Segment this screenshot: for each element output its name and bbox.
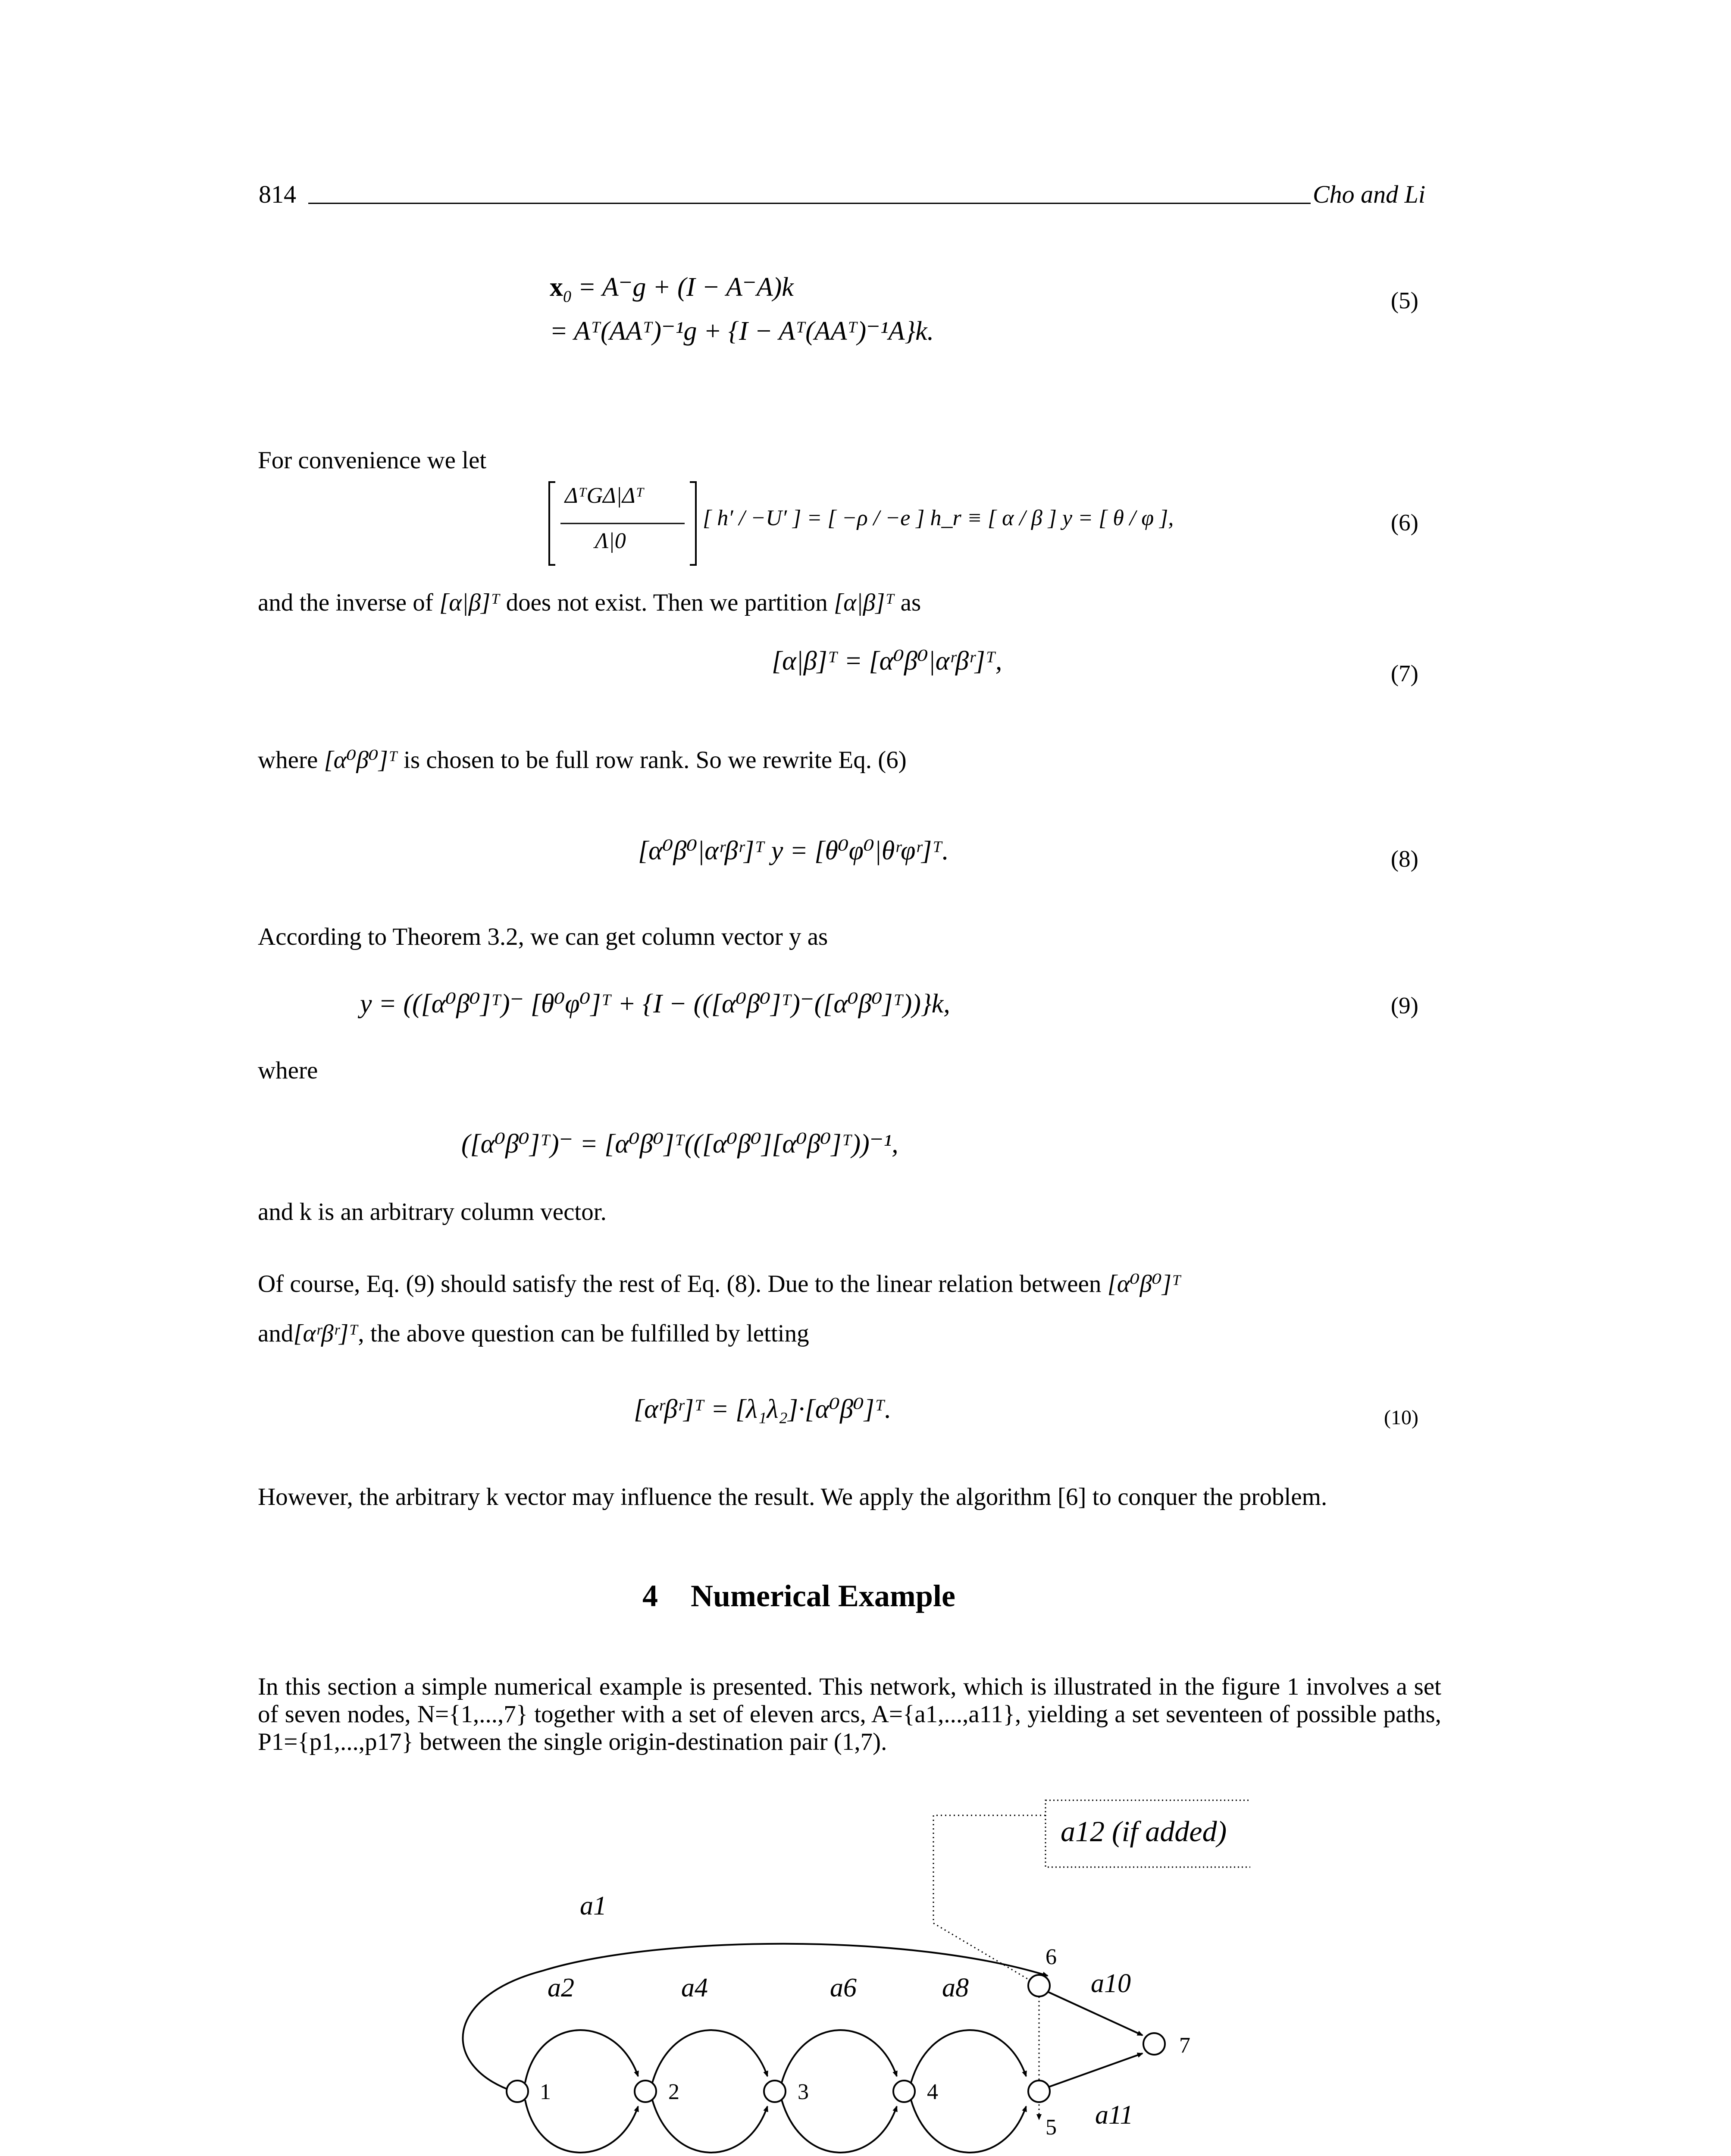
text-inverse-after: does not exist. Then we partition xyxy=(506,589,828,616)
network-figure xyxy=(431,1789,1250,2156)
text-ofcourse-line2-math: [αʳβʳ]ᵀ xyxy=(293,1320,358,1347)
text-ofcourse-line2 xyxy=(258,1319,809,1348)
section-number: 4 xyxy=(642,1579,658,1613)
node-4 xyxy=(893,2081,915,2102)
arc-a5 xyxy=(652,2100,767,2153)
eq6-number: (6) xyxy=(1390,509,1418,536)
section-title: Numerical Example xyxy=(691,1579,955,1613)
arc-label-a11: a11 xyxy=(1095,2100,1133,2130)
arc-label-a1: a1 xyxy=(580,1891,607,1921)
arc-a4 xyxy=(652,2030,767,2083)
arc-a8 xyxy=(911,2030,1026,2083)
eq9-number: (9) xyxy=(1390,992,1418,1018)
eq-ginv-expr: ([α⁰β⁰]ᵀ)⁻ = [α⁰β⁰]ᵀ(([α⁰β⁰][α⁰β⁰]ᵀ))⁻¹, xyxy=(461,1129,898,1159)
arc-a2 xyxy=(525,2030,638,2083)
node-2 xyxy=(635,2081,656,2102)
eq6-matrix-top: ΔᵀGΔ|Δᵀ xyxy=(565,483,644,508)
callout-leader xyxy=(933,1815,1045,2119)
node-1 xyxy=(507,2081,528,2102)
arc-a6 xyxy=(782,2030,897,2083)
arc-label-a10: a10 xyxy=(1091,1969,1131,1998)
page-number: 814 xyxy=(259,180,296,208)
eq5-line1 xyxy=(550,271,794,306)
node-7 xyxy=(1143,2033,1165,2055)
eq5-number: (5) xyxy=(1390,287,1418,313)
text-section: In this section a simple numerical example is presented. This network, which is illustrated in the figure 1 involves a set of seven nodes, N={1,...,7} together with a set of eleven arcs, A={a1,...,a11}, yielding a set seventeen of possible paths, P1={p1,...,p17} between the single origin-destination pair (1,7). xyxy=(258,1673,1441,1755)
text-where7 xyxy=(258,746,907,774)
arc-a9 xyxy=(911,2100,1026,2153)
text-where7-after: is chosen to be full row rank. So we rewrite Eq. (6) xyxy=(404,746,907,774)
callout-label: a12 (if added) xyxy=(1061,1815,1227,1848)
node-3 xyxy=(764,2081,786,2102)
text-convenience: For convenience we let xyxy=(258,447,487,474)
arc-a3 xyxy=(525,2100,638,2153)
text-arbitrary: and k is an arbitrary column vector. xyxy=(258,1198,607,1225)
text-ofcourse-line1 xyxy=(258,1270,1181,1298)
text-ofcourse-line1-text: Of course, Eq. (9) should satisfy the rest of Eq. (8). Due to the linear relation between xyxy=(258,1270,1102,1297)
node-5 xyxy=(1028,2081,1050,2102)
node-label-4: 4 xyxy=(927,2080,938,2104)
eq10-number: (10) xyxy=(1384,1406,1418,1429)
text-theorem: According to Theorem 3.2, we can get column vector y as xyxy=(258,923,828,950)
eq6-matrix-bottom: Λ|0 xyxy=(595,529,626,553)
text-inverse xyxy=(258,589,921,617)
node-label-2: 2 xyxy=(668,2080,679,2104)
eq10-expr: [αʳβʳ]ᵀ = [λ₁λ₂]·[α⁰β⁰]ᵀ. xyxy=(634,1395,892,1424)
eq9-expr: y = (([α⁰β⁰]ᵀ)⁻ [θ⁰φ⁰]ᵀ + {I − (([α⁰β⁰]ᵀ)⁻([α⁰β⁰]ᵀ))}k, xyxy=(360,989,950,1018)
text-inverse-math2: [α|β]ᵀ xyxy=(834,589,895,616)
eq8-expr: [α⁰β⁰|αʳβʳ]ᵀ y = [θ⁰φ⁰|θʳφʳ]ᵀ. xyxy=(638,836,949,865)
text-where7-before: where xyxy=(258,746,318,774)
eq8-number: (8) xyxy=(1390,846,1418,872)
node-label-3: 3 xyxy=(798,2080,809,2104)
eq6 xyxy=(548,479,1174,569)
node-label-6: 6 xyxy=(1045,1945,1057,1969)
text-ofcourse-line2-pre: and xyxy=(258,1320,294,1347)
text-however: However, the arbitrary k vector may influence the result. We apply the algorithm [6] to conquer the problem. xyxy=(258,1483,1327,1510)
arc-label-a4: a4 xyxy=(681,1973,708,2002)
header-rule xyxy=(308,203,1311,204)
text-inverse-end: as xyxy=(900,589,921,616)
arc-label-a8: a8 xyxy=(942,1973,969,2002)
text-where7-math: [α⁰β⁰]ᵀ xyxy=(324,746,398,774)
arc-a11 xyxy=(1049,2053,1143,2087)
text-ofcourse-line2-post: , the above question can be fulfilled by letting xyxy=(358,1320,809,1347)
arc-a1 xyxy=(463,1944,1048,2091)
eq7-expr: [α|β]ᵀ = [α⁰β⁰|αʳβʳ]ᵀ, xyxy=(772,646,1002,676)
arc-a10 xyxy=(1049,1992,1143,2035)
running-title: Cho and Li xyxy=(1313,180,1426,208)
eq5-lhs: x xyxy=(550,273,563,302)
eq5-line1-rhs: = A⁻g + (I − A⁻A)k xyxy=(578,273,794,302)
node-6 xyxy=(1028,1975,1050,1996)
arc-label-a2: a2 xyxy=(548,1973,574,2002)
section-heading xyxy=(642,1578,955,1614)
text-ofcourse-line1-math: [α⁰β⁰]ᵀ xyxy=(1107,1270,1181,1297)
arc-a7 xyxy=(782,2100,897,2153)
node-label-7: 7 xyxy=(1179,2033,1190,2058)
eq5-line2: = Aᵀ(AAᵀ)⁻¹g + {I − Aᵀ(AAᵀ)⁻¹A}k. xyxy=(550,317,934,346)
eq7-number: (7) xyxy=(1390,660,1418,686)
text-inverse-math: [α|β]ᵀ xyxy=(439,589,500,616)
node-label-5: 5 xyxy=(1045,2115,1057,2140)
arc-label-a6: a6 xyxy=(830,1973,857,2002)
text-inverse-before: and the inverse of xyxy=(258,589,433,616)
node-label-1: 1 xyxy=(540,2080,551,2104)
text-where9: where xyxy=(258,1057,318,1084)
eq6-rest: [ h′ / −U′ ] = [ −ρ / −e ] h_r ≡ [ α / β ] y = [ θ / φ ], xyxy=(703,506,1174,530)
eq5-lhs-sub: 0 xyxy=(563,288,571,306)
